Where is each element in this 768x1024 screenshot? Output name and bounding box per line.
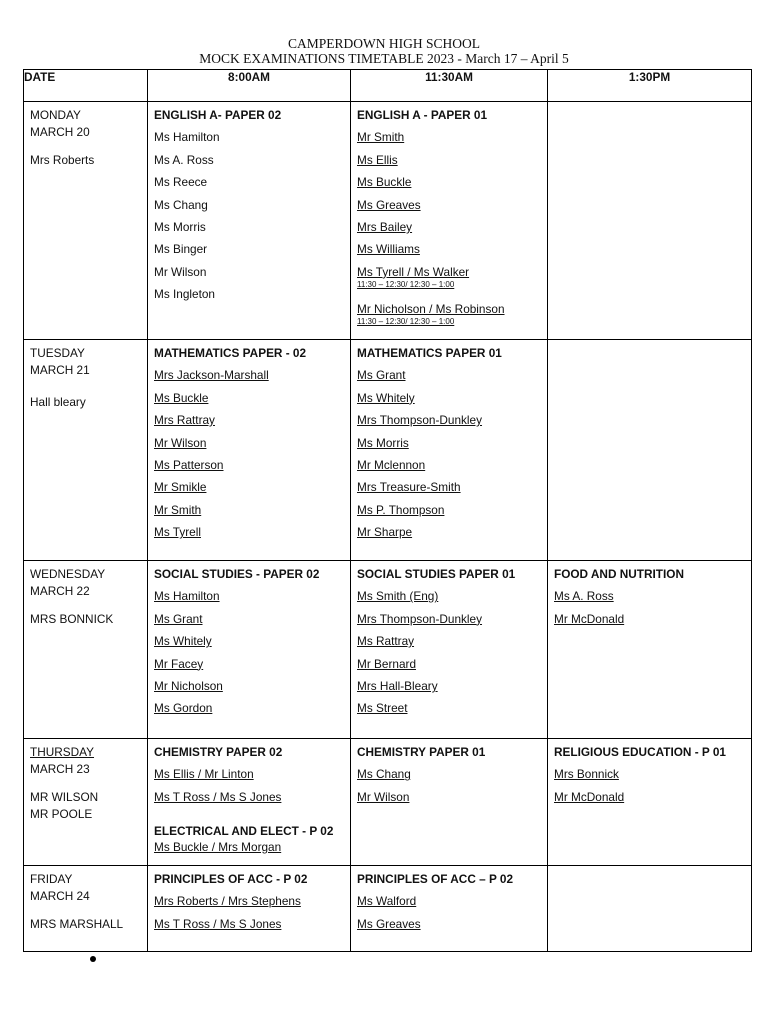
invigilator-name: Mrs Bonnick <box>554 767 619 782</box>
invigilator-name: Mr Bernard <box>357 656 417 671</box>
date-cell <box>24 102 148 340</box>
invigilator-name: Ms Hamilton <box>154 130 220 145</box>
exam-subject: PRINCIPLES OF ACC – P 02 <box>357 872 514 886</box>
slot-8am <box>148 102 351 340</box>
slot-8am <box>148 340 351 561</box>
day-label: WEDNESDAY <box>30 567 106 581</box>
slot-1130am <box>351 561 548 739</box>
time-note: 11:30 – 12:30/ 12:30 – 1:00 <box>357 279 455 289</box>
slot-130pm <box>548 102 752 340</box>
invigilator-name: Ms Gordon <box>154 701 213 716</box>
invigilator-name: Ms Buckle <box>154 390 209 405</box>
date-label: MARCH 22 <box>30 583 90 598</box>
timetable-subtitle: MOCK EXAMINATIONS TIMETABLE 2023 - March 17 – April 5 <box>199 51 569 66</box>
invigilator-name: Mrs Jackson-Marshall <box>154 368 269 383</box>
invigilator-name: Mr Wilson <box>357 789 410 804</box>
invigilator-name: Mr Smith <box>154 502 202 517</box>
slot-130pm <box>548 561 752 739</box>
invigilator-name: Ms Grant <box>154 611 203 626</box>
exam-subject: ENGLISH A - PAPER 01 <box>357 108 488 122</box>
invigilator-name: Ms Ellis / Mr Linton <box>154 767 254 782</box>
invigilator-name: Ms Greaves <box>357 197 421 212</box>
exam-subject: ENGLISH A- PAPER 02 <box>154 108 282 122</box>
date-label: MARCH 20 <box>30 124 90 139</box>
slot-130pm <box>548 340 752 561</box>
slot-130pm <box>548 866 752 952</box>
invigilator-name: Mr McDonald <box>554 611 625 626</box>
school-name: CAMPERDOWN HIGH SCHOOL <box>287 36 480 51</box>
invigilator-name: Ms Williams <box>357 242 420 257</box>
table-row <box>24 102 752 340</box>
supervisor-name: MR WILSON <box>30 790 99 804</box>
day-label: FRIDAY <box>30 872 73 886</box>
invigilator-name: Mr Wilson <box>154 264 207 279</box>
invigilator-name: Ms Grant <box>357 368 406 383</box>
invigilator-name: Mr Nicholson <box>154 678 223 693</box>
invigilator-name: Mr Nicholson / Ms Robinson <box>357 301 505 316</box>
timetable <box>23 69 752 952</box>
slot-8am <box>148 739 351 866</box>
date-label: MARCH 21 <box>30 362 90 377</box>
exam-subject: SOCIAL STUDIES - PAPER 02 <box>154 567 320 581</box>
table-row <box>24 340 752 561</box>
invigilator-name: Ms Whitely <box>357 390 415 405</box>
exam-subject: MATHEMATICS PAPER 01 <box>357 346 502 360</box>
slot-1130am <box>351 340 548 561</box>
invigilator-name: Mrs Thompson-Dunkley <box>357 413 483 428</box>
invigilator-name: Ms T Ross / Ms S Jones <box>154 916 282 931</box>
invigilator-name: Ms A. Ross <box>154 152 214 167</box>
exam-subject: SOCIAL STUDIES PAPER 01 <box>357 567 516 581</box>
date-cell <box>24 866 148 952</box>
invigilator-name: Ms Binger <box>154 242 208 257</box>
supervisor-name: MRS BONNICK <box>30 612 114 626</box>
invigilator-name: Mrs Rattray <box>154 413 215 428</box>
supervisor-name: MRS MARSHALL <box>30 917 124 931</box>
header-row <box>24 70 752 102</box>
day-label: MONDAY <box>30 108 81 122</box>
invigilator-name: Ms Rattray <box>357 634 415 649</box>
table-row <box>24 866 752 952</box>
slot-1130am <box>351 866 548 952</box>
table-row <box>24 739 752 866</box>
supervisor-name: Hall bleary <box>30 395 86 409</box>
invigilator-name: Ms Hamilton <box>154 589 220 604</box>
slot-1130am <box>351 739 548 866</box>
invigilator-name: Mr Smith <box>357 130 405 145</box>
table-row <box>24 561 752 739</box>
invigilator-name: Mr Facey <box>154 656 204 671</box>
invigilator-name: Mrs Thompson-Dunkley <box>357 611 483 626</box>
exam-subject: RELIGIOUS EDUCATION - P 01 <box>554 745 726 759</box>
slot-8am <box>148 866 351 952</box>
invigilator-name: Mr Sharpe <box>357 525 413 540</box>
invigilator-name: Ms Walford <box>357 894 417 909</box>
date-label: MARCH 24 <box>30 888 90 903</box>
invigilator-name: Ms Ellis <box>357 152 398 167</box>
invigilator-name: Mr Smikle <box>154 480 207 495</box>
invigilator-name: Ms Whitely <box>154 634 212 649</box>
slot-1130am <box>351 102 548 340</box>
date-cell <box>24 561 148 739</box>
invigilator-name: Ms Morris <box>154 219 206 234</box>
invigilator-name: Ms Tyrell / Ms Walker <box>357 264 470 279</box>
invigilator-name: Ms Morris <box>357 435 409 450</box>
invigilator-name: Ms Street <box>357 701 408 716</box>
invigilator-name: Ms Buckle <box>357 175 412 190</box>
invigilator-name: Mr McDonald <box>554 789 625 804</box>
invigilator-name: Ms T Ross / Ms S Jones <box>154 789 282 804</box>
invigilator-name: Ms Tyrell <box>154 525 201 540</box>
exam-subject: CHEMISTRY PAPER 02 <box>154 745 283 759</box>
column-header-130pm: 1:30PM <box>548 70 752 102</box>
slot-8am <box>148 561 351 739</box>
invigilator-name: Ms Patterson <box>154 457 224 472</box>
invigilator-name: Mrs Treasure-Smith <box>357 480 461 495</box>
invigilator-name: Mr Mclennon <box>357 457 426 472</box>
date-cell <box>24 340 148 561</box>
exam-subject: CHEMISTRY PAPER 01 <box>357 745 486 759</box>
exam-subject: PRINCIPLES OF ACC - P 02 <box>154 872 308 886</box>
invigilator-name: Mr Wilson <box>154 435 207 450</box>
column-header-date: DATE <box>24 70 148 102</box>
date-cell <box>24 739 148 866</box>
invigilator-name: Ms Chang <box>154 197 208 212</box>
column-header-8am: 8:00AM <box>148 70 351 102</box>
exam-subject: MATHEMATICS PAPER - 02 <box>154 346 307 360</box>
invigilator-name: Ms Chang <box>357 767 411 782</box>
time-note: 11:30 – 12:30/ 12:30 – 1:00 <box>357 316 455 326</box>
invigilator-name: Mrs Roberts / Mrs Stephens <box>154 894 301 909</box>
invigilator-name: Ms Ingleton <box>154 287 215 302</box>
invigilator-name: Ms P. Thompson <box>357 502 445 517</box>
day-label: TUESDAY <box>30 346 85 360</box>
bullet-point <box>90 956 96 962</box>
column-header-1130am: 11:30AM <box>351 70 548 102</box>
day-label: THURSDAY <box>30 745 95 759</box>
date-label: MARCH 23 <box>30 761 90 776</box>
slot-130pm <box>548 739 752 866</box>
invigilator-name: Mrs Bailey <box>357 219 413 234</box>
exam-subject: FOOD AND NUTRITION <box>554 567 684 581</box>
exam-subject: ELECTRICAL AND ELECT - P 02 <box>154 823 334 838</box>
supervisor-name: MR POOLE <box>30 806 93 821</box>
invigilator-name: Ms A. Ross <box>554 589 614 604</box>
invigilator-name: Mrs Hall-Bleary <box>357 678 438 693</box>
invigilator-name: Ms Greaves <box>357 916 421 931</box>
invigilator-name: Ms Reece <box>154 175 208 190</box>
invigilator-name: Ms Buckle / Mrs Morgan <box>154 839 282 854</box>
invigilator-name: Ms Smith (Eng) <box>357 589 439 604</box>
supervisor-name: Mrs Roberts <box>30 153 95 167</box>
